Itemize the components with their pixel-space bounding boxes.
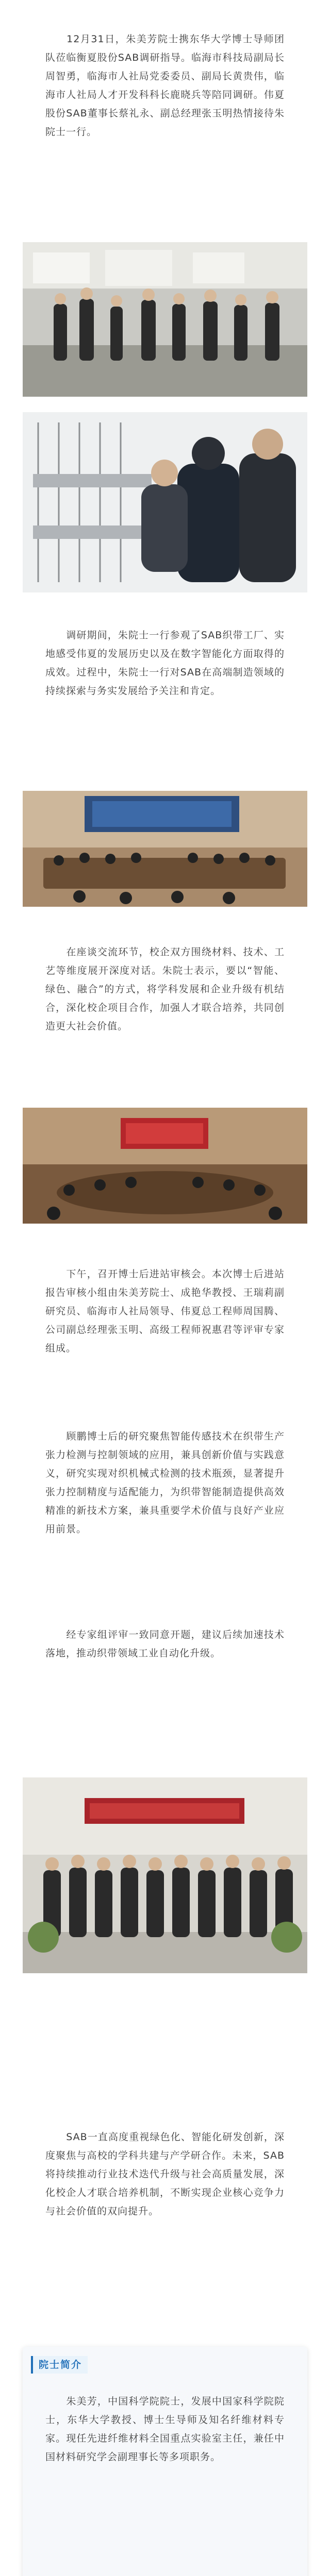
article-paragraph-3: 在座谈交流环节，校企双方围绕材料、技术、工艺等维度展开深度对话。朱院士表示，要以“智能、绿色、融合”的方式，将学科发展和企业升级有机结合，深化校企项目合作，加强人才联合培养，共同创造更大社会价值。 <box>45 946 285 1032</box>
article-paragraph-2: 调研期间，朱院士一行参观了SAB织带工厂、实地感受伟夏的发展历史以及在数字智能化方面取得的成效。过程中，朱院士一行对SAB在高端制造领域的持续探索与务实发展给予关注和肯定。 <box>45 630 285 697</box>
factory-visit-photo <box>23 242 307 397</box>
academician-bio-card <box>23 2347 307 2576</box>
meeting-room-photo <box>23 791 307 907</box>
machine-inspection-photo <box>23 412 307 592</box>
article-paragraph-1: 12月31日，朱美芳院士携东华大学博士导师团队莅临衡夏股份SAB调研指导。临海市科技局副局长周智勇，临海市人社局党委委员、副局长黄贵伟，临海市人社局人才开发科科长鹿晓兵等陪同调研。伟夏股份SAB董事长蔡礼永、副总经理张玉明热情接待朱院士一行。 <box>45 33 285 138</box>
article-paragraph-7: SAB一直高度重视绿色化、智能化研发创新，深度聚焦与高校的学科共建与产学研合作。未来，SAB将持续推动行业技术迭代升级与社会高质量发展，深化校企人才联合培养机制，不断实现企业核心竞争力与社会价值的双向提升。 <box>45 2131 285 2217</box>
article-paragraph-5: 顾鹏博士后的研究聚焦智能传感技术在织带生产张力检测与控制领域的应用，兼具创新价值与实践意义，研究实现对织机械式检测的技术瓶颈，显著提升张力控制精度与适配能力，为织带智能制造提供高效精准的新技术方案，兼具重要学术价值与良好产业应用前景。 <box>45 1431 285 1535</box>
bio-paragraph-1: 朱美芳，中国科学院院士，发展中国家科学院院士，东华大学教授、博士生导师及知名纤维材料专家。现任先进纤维材料全国重点实验室主任，兼任中国材料研究学会副理事长等多项职务。 <box>45 2396 285 2463</box>
article-paragraph-4: 下午，召开博士后进站审核会。本次博士后进站报告审核小组由朱美芳院士、成艳华教授、王瑞莉副研究员、临海市人社局领导、伟夏总工程师周国腾、公司副总经理张玉明、高级工程师祝惠君等评审专家组成。 <box>45 1268 285 1354</box>
article-paragraph-6: 经专家组评审一致同意开题，建议后续加速技术落地，推动织带领域工业自动化升级。 <box>45 1629 285 1659</box>
review-meeting-photo <box>23 1108 307 1224</box>
bio-title: 院士简介 <box>31 2356 88 2374</box>
group-photo <box>23 1777 307 1973</box>
